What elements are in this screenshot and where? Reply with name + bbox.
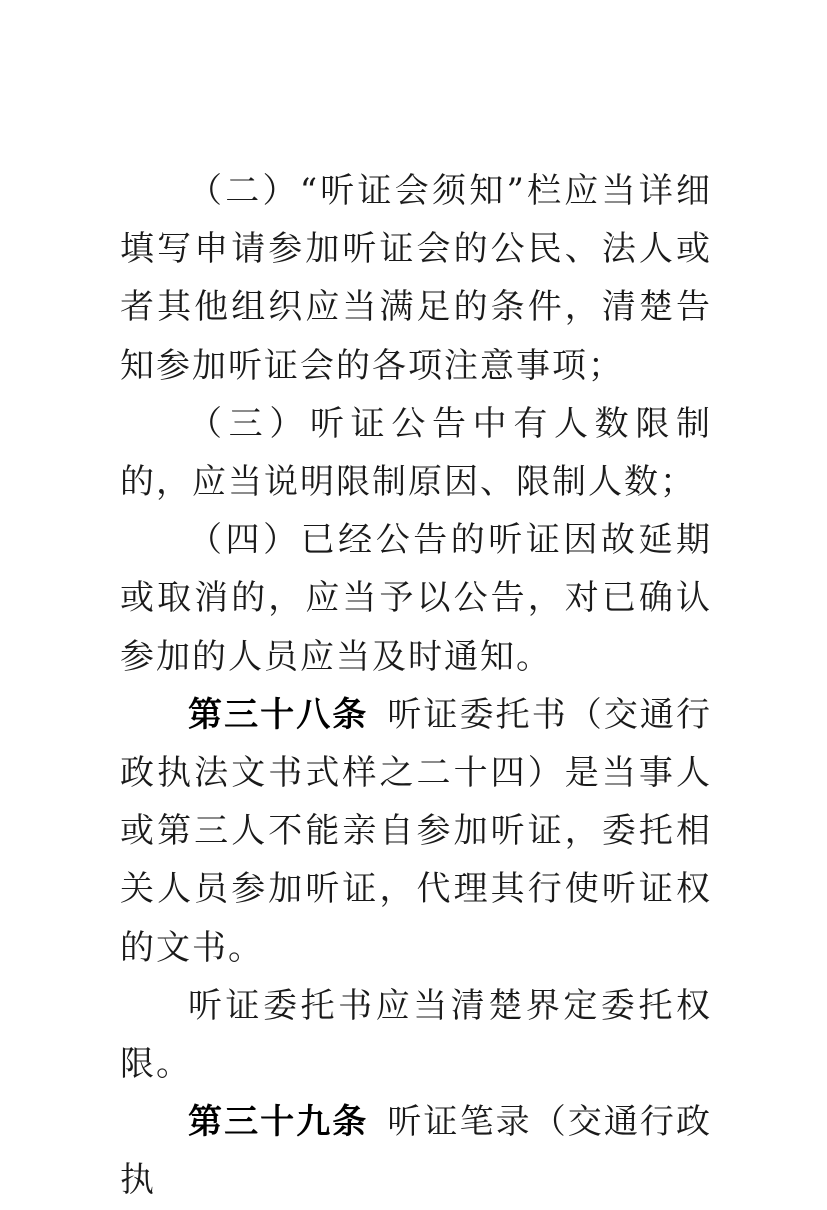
article-number: 第三十九条 bbox=[188, 1102, 369, 1143]
paragraph-text: （三）听证公告中有人数限制的，应当说明限制原因、限制人数； bbox=[120, 403, 712, 503]
document-body bbox=[120, 162, 712, 1210]
paragraph-text: （二）“听证会须知”栏应当详细填写申请参加听证会的公民、法人或者其他组织应当满足的条件，清楚告知参加听证会的各项注意事项； bbox=[120, 171, 712, 386]
paragraph-item-4 bbox=[120, 511, 712, 686]
paragraph-text: 听证笔录（交通行政执 bbox=[120, 1102, 713, 1201]
paragraph-text: 听证委托书（交通行政执法文书式样之二十四）是当事人或第三人不能亲自参加听证，委托相关人员参加听证，代理其行使听证权的文书。 bbox=[120, 694, 713, 968]
paragraph-article-38 bbox=[120, 686, 712, 977]
article-number: 第三十八条 bbox=[188, 694, 369, 735]
paragraph-text: 听证委托书应当清楚界定委托权限。 bbox=[120, 985, 712, 1085]
paragraph-item-2 bbox=[120, 162, 712, 395]
paragraph-text: （四）已经公告的听证因故延期或取消的，应当予以公告，对已确认参加的人员应当及时通知。 bbox=[120, 520, 712, 677]
paragraph-article-38-note bbox=[120, 977, 712, 1093]
paragraph-article-39 bbox=[120, 1093, 712, 1209]
paragraph-item-3 bbox=[120, 395, 712, 511]
